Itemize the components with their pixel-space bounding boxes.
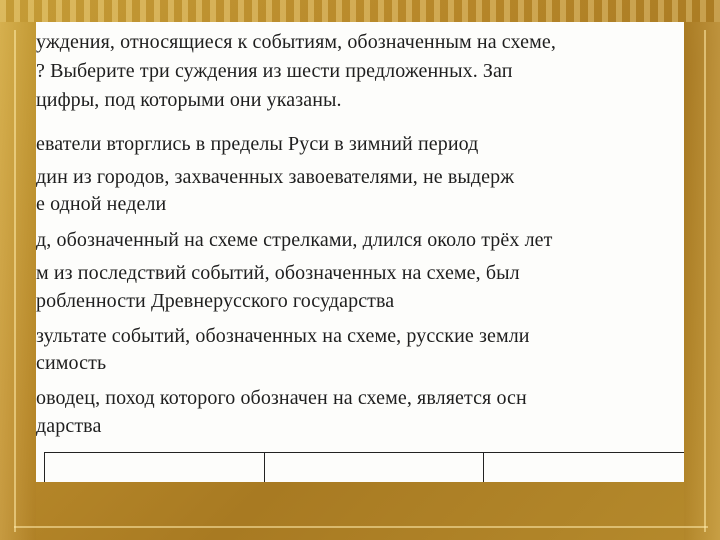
frame-line-left <box>14 30 16 532</box>
decorative-border-top <box>0 0 720 22</box>
statement-3-line-1: д, обозначенный на схеме стрелками, длился около трёх лет <box>36 229 553 251</box>
task-instruction-line-2: ? Выберите три суждения из шести предложенных. Зап <box>36 60 513 82</box>
frame-line-right <box>704 30 706 532</box>
statement-6-line-2: дарства <box>36 415 102 437</box>
statement-5-line-2: симость <box>36 352 107 374</box>
statement-5-line-1: зультате событий, обозначенных на схеме, русские земли <box>36 325 530 347</box>
frame-line-bottom <box>14 526 708 528</box>
decorative-border-right <box>684 22 720 540</box>
statement-2-line-2: е одной недели <box>36 193 167 215</box>
answer-cell-1[interactable] <box>45 453 265 483</box>
document-scan <box>36 22 684 482</box>
decorative-border-left <box>0 22 36 540</box>
statement-6-line-1: оводец, поход которого обозначен на схеме, является осн <box>36 387 527 409</box>
statement-4-line-1: м из последствий событий, обозначенных на схеме, был <box>36 262 520 284</box>
answer-cell-3[interactable] <box>484 453 684 483</box>
task-instruction-line-1: уждения, относящиеся к событиям, обозначенным на схеме, <box>36 31 556 53</box>
answer-row <box>45 453 685 483</box>
task-instruction-line-3: цифры, под которыми они указаны. <box>36 89 342 111</box>
answer-cell-2[interactable] <box>264 453 484 483</box>
statement-1-line-1: еватели вторглись в пределы Руси в зимний период <box>36 133 479 155</box>
answer-table <box>44 452 684 482</box>
statement-2-line-1: дин из городов, захваченных завоевателями, не выдерж <box>36 166 515 188</box>
statement-4-line-2: робленности Древнерусского государства <box>36 290 395 312</box>
